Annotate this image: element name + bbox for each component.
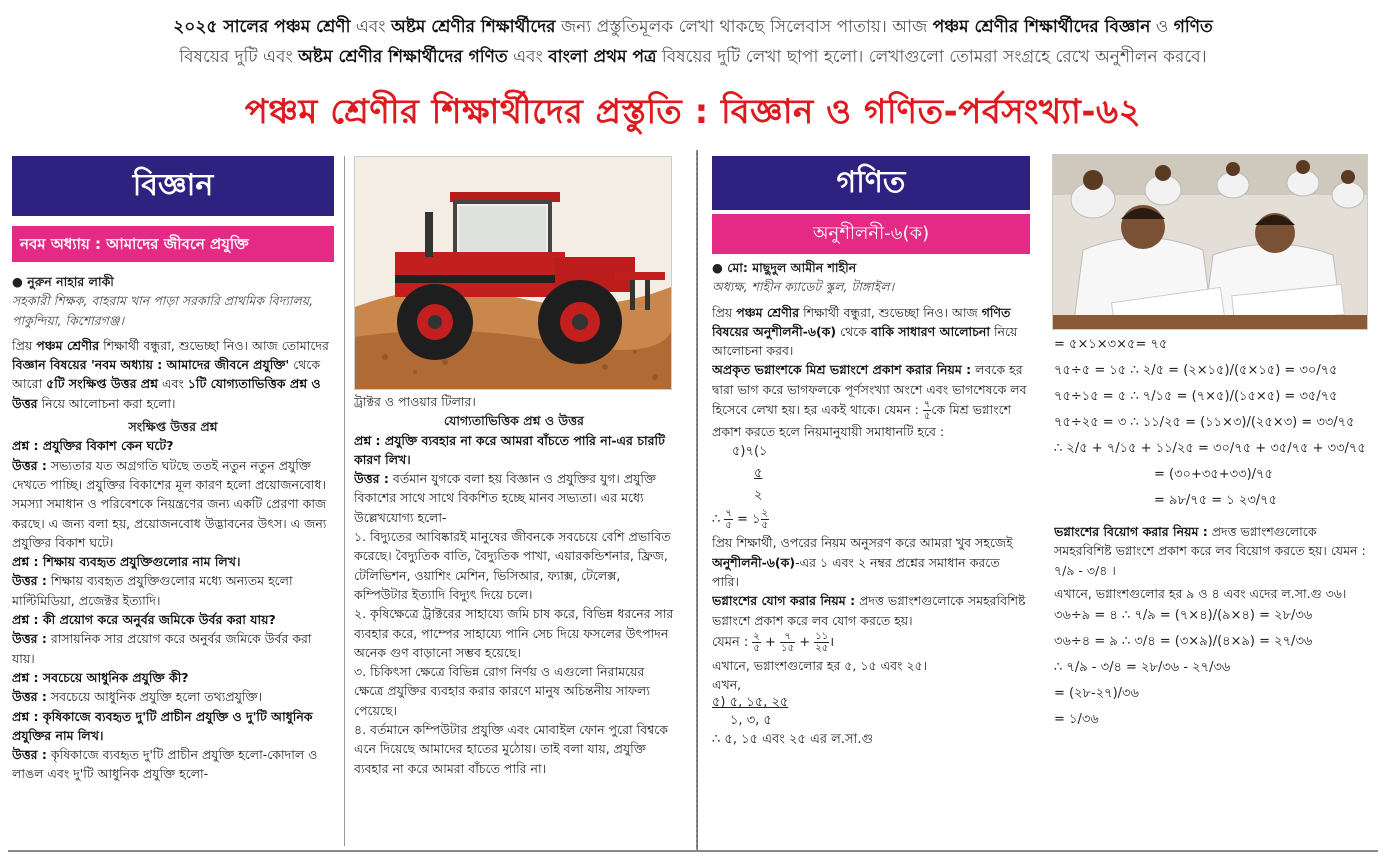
science-chapter-bar: নবম অধ্যায় : আমাদের জীবনে প্রযুক্তি: [12, 226, 334, 262]
math-line: ৭৫÷১৫ = ৫ ∴ ৭/১৫ = (৭×৫)/(১৫×৫) = ৩৫/৭৫: [1054, 389, 1338, 404]
page-headline: পঞ্চম শ্রেণীর শিক্ষার্থীদের প্রস্তুতি : বিজ্ঞান ও গণিত-পর্বসংখ্যা-৬২: [244, 92, 1142, 132]
math-line: = (২৮-২৭)/৩৬: [1054, 686, 1139, 702]
bottom-rule: [8, 850, 1378, 852]
quotient: (১: [753, 444, 768, 460]
intro-text: পঞ্চম শ্রেণী: [274, 17, 351, 37]
qa-3: [12, 668, 334, 707]
rule-title: ভগ্নাংশের বিয়োগ করার নিয়ম :: [1054, 524, 1208, 539]
text: প্রিয়: [12, 337, 37, 353]
fraction: [814, 631, 829, 654]
lcm-steps: [1054, 332, 1372, 514]
therefore: ∴: [712, 512, 725, 528]
answer: শিক্ষায় ব্যবহৃত প্রযুক্তিগুলোর মধ্যে অন্যতম হলো মাল্টিমিডিয়া, প্রজেক্টর ইত্যাদি।: [12, 573, 293, 608]
math-line: ৭৫÷২৫ = ৩ ∴ ১১/২৫ = (১১×৩)/(২৫×৩) = ৩৩/৭৫: [1054, 415, 1355, 430]
competency-title: যোগ্যতাভিত্তিক প্রশ্ন ও উত্তর: [444, 413, 584, 429]
remainder: ২: [754, 488, 763, 504]
answer-label: উত্তর :: [12, 689, 47, 705]
intro-text: পঞ্চম শ্রেণীর শিক্ষার্থীদের বিজ্ঞান: [932, 17, 1151, 37]
rule-text: লবকে হর দ্বারা ভাগ করে ভাগফলকে পূর্ণসংখ্যা অংশে এবং ভাগশেষকে লব হিসেবে লেখা হয়। হর একই থাকে। যেমন :: [712, 362, 1027, 418]
lcm-row-2: ১, ৩, ৫: [730, 713, 772, 729]
rule-title: ভগ্নাংশের যোগ করার নিয়ম :: [712, 593, 856, 609]
short-qa-title: সংক্ষিপ্ত উত্তর প্রশ্ন: [128, 419, 218, 435]
subtrahend: ৫: [754, 466, 763, 482]
text: এবং: [158, 376, 188, 392]
intro-text: এবং: [350, 17, 391, 37]
intro-text: এবং: [507, 47, 549, 67]
science-intro: [12, 336, 334, 413]
math-line: = ৫×১×৩×৫= ৭৫: [1054, 337, 1168, 352]
fraction: [724, 508, 733, 531]
numerator: ৭: [725, 508, 732, 520]
intro-text: ২০২৫ সালের: [173, 17, 275, 37]
intro-text: গণিত: [1173, 17, 1213, 37]
answer-label: উত্তর :: [12, 457, 47, 473]
competency-question: প্রশ্ন : প্রযুক্তি ব্যবহার না করে আমরা বাঁচতে পারি না-এর চারটি কারণ লিখ।: [354, 432, 665, 467]
question: প্রশ্ন : কৃষিকাজে ব্যবহৃত দু'টি প্রাচীন প্রযুক্তি ও দু'টি আধুনিক প্রযুক্তির নাম লিখ।: [12, 708, 313, 743]
math-line: ৭৫÷৫ = ১৫ ∴ ২/৫ = (২×১৫)/(৫×১৫) = ৩০/৭৫: [1054, 363, 1338, 378]
denominators-note: এখানে, ভগ্নাংশগুলোর হর ৫, ১৫ এবং ২৫।: [712, 657, 928, 673]
qa-0: [12, 436, 334, 552]
text: ৫টি সংক্ষিপ্ত উত্তর প্রশ্ন: [46, 376, 158, 392]
text: গণিত বিষয়ের অনুশীলনী-৬(ক): [712, 304, 1011, 339]
text: নিয়ে আলোচনা করা হলো।: [37, 395, 176, 411]
column-divider: [344, 156, 345, 846]
answer: সভ্যতার যত অগ্রগতি ঘটছে ততই নতুন নতুন প্রযুক্তি দেখতে পাচ্ছি। প্রযুক্তির বিকাশের মূল কারণ হলো প্রয়োজনবোধ। সমস্যা সমাধান ও পরিবেশকে নিয়ন্ত্রণের জন্য একটি প্রেরণা কাজ করছে। এ জন্য বলা হয়, প্রয়োজনবোধ উদ্ভাবনের উৎস। এ জন্য প্রযুক্তির বিকাশ ঘটে।: [12, 457, 327, 550]
lcm-row-1: [712, 694, 1030, 712]
intro-text: অষ্টম শ্রেণীর শিক্ষার্থীদের গণিত: [298, 47, 508, 67]
intro-text: ও: [1150, 17, 1174, 37]
plus: +: [760, 634, 781, 650]
math-designation: অধ্যক্ষ, শাহীন ক্যাডেট স্কুল, টাঙ্গাইল।: [712, 279, 895, 295]
answer-label: উত্তর :: [12, 747, 47, 763]
math-para-2: [712, 533, 1030, 591]
intro-line-2: [0, 42, 1386, 72]
text: অনুশীলনী-৬(ক): [712, 554, 796, 570]
text: বিজ্ঞান বিষয়ের 'নবম অধ্যায় : আমাদের জীবনে প্রযুক্তি': [12, 357, 290, 373]
text: পঞ্চম শ্রেণীর: [36, 337, 100, 353]
fraction: [761, 508, 770, 531]
intro-text: বিষয়ের দুটি লেখা ছাপা হলো। লেখাগুলো তোমরা সংগ্রহে রেখে অনুশীলন করবে।: [656, 47, 1207, 67]
text: বাকি সাধারণ আলোচনা: [871, 323, 990, 339]
denominator: ৫: [725, 520, 732, 532]
denominators-note-2: এখানে, ভগ্নাংশগুলোর হর ৯ ও ৪ এবং এদের ল.সা.গু ৩৬।: [1054, 585, 1347, 601]
point-1: ১. বিদ্যুতের আবিষ্কারই মানুষের জীবনকে সবচেয়ে বেশি প্রভাবিত করেছে। বৈদ্যুতিক বাতি, বৈদ্যুতিক পাখা, এয়ারকন্ডিশনার, ফ্রিজ, টেলিভিশন, ওয়াশিং মেশিন, ভিসিআর, ফ্যাক্স, টেলেক্স, কম্পিউটার ইত্যাদি বিদ্যুৎ দিয়ে চলে।: [354, 529, 671, 602]
rule-text: কে মিশ্র ভগ্নাংশে প্রকাশ করতে হলে নিয়মানুযায়ী সমাধানটি হবে :: [712, 402, 1011, 440]
mixed-result: [712, 507, 1030, 533]
qa-1: [12, 552, 334, 610]
intro-text: বিষয়ের দুটি এবং: [179, 47, 299, 67]
intro-text: জন্য প্রস্তুতিমূলক লেখা থাকছে সিলেবাস পাতায়। আজ: [555, 17, 933, 37]
answer-label: উত্তর :: [12, 573, 47, 589]
denominator: ১৫: [781, 642, 795, 654]
text: -এর ১ এবং ২ নম্বর প্রশ্নের সমাধান করতে পারি।: [712, 554, 1000, 589]
math-heading: গণিত: [712, 156, 1030, 210]
math-line: ৩৬÷৪ = ৯ ∴ ৩/৪ = (৩×৯)/(৪×৯) = ২৭/৩৬: [1054, 634, 1313, 650]
tractor-icon: [355, 157, 671, 389]
math-line: = ১/৩৬: [1054, 712, 1099, 728]
science-column: [12, 156, 334, 846]
answer: সবচেয়ে আধুনিক প্রযুক্তি হলো তথ্যপ্রযুক্তি।: [46, 689, 263, 705]
point-4: ৪. বর্তমানে কম্পিউটার প্রযুক্তি এবং মোবাইল ফোন পুরো বিশ্বকে এনে দিয়েছে আমাদের হাতের মুঠোয়। তাই বলা যায়, প্রযুক্তি ব্যবহার না করে আমরা বাঁচতে পারি না।: [354, 722, 668, 776]
math-column: [712, 156, 1030, 846]
competency-column: [354, 392, 674, 846]
rule-addition: [712, 591, 1030, 630]
math-intro: [712, 303, 1030, 361]
rule-title: অপ্রকৃত ভগ্নাংশকে মিশ্র ভগ্নাংশে প্রকাশ করার নিয়ম :: [712, 362, 972, 378]
image-caption: ট্রাক্টর ও পাওয়ার টিলার।: [354, 394, 476, 409]
addition-example: [712, 630, 1030, 656]
text: নিয়ে আলোচনা করব।: [712, 323, 1018, 359]
divisor: ৫): [732, 444, 746, 460]
numerator: ৭: [780, 631, 795, 643]
numerator: ২: [753, 630, 760, 642]
dividend: ৭: [745, 444, 754, 460]
fraction: [752, 631, 761, 654]
rule-text: প্রদত্ত ভগ্নাংশগুলোকে সমহরবিশিষ্ট ভগ্নাংশে প্রকাশ করে লব যোগ করতে হয়।: [712, 593, 1026, 628]
qa-4: [12, 707, 334, 784]
text: প্রিয়: [712, 304, 737, 320]
answer: রাসায়নিক সার প্রয়োগ করে অনুর্বর জমিকে উর্বর করা যায়।: [12, 631, 312, 666]
math-line: ∴ ৭/৯ - ৩/৪ = ২৮/৩৬ - ২৭/৩৬: [1054, 660, 1231, 676]
point-2: ২. কৃষিক্ষেত্রে ট্রাক্টরের সাহায্যে জমি চাষ করে, বিভিন্ন ধরনের সার ব্যবহার করে, পাম্পের সাহায্যে পানি সেচ দিয়ে ফসলের উৎপাদন অনেক গুণ বাড়ানো সম্ভব হয়েছে।: [354, 606, 674, 660]
math-author: ● মো: মাছুদুল আমীন শাহীন: [712, 260, 857, 275]
intro-line-1: [0, 12, 1386, 42]
plus: +: [795, 634, 815, 650]
section-divider: [696, 150, 698, 850]
lcm-result: ∴ ৫, ১৫ এবং ২৫ এর ল.সা.গু: [712, 732, 873, 748]
denominator: ৫: [761, 520, 769, 532]
science-designation: সহকারী শিক্ষক, বাহরাম খান পাড়া সরকারি প্রাথমিক বিদ্যালয়, পাকুন্দিয়া, কিশোরগঞ্জ।: [12, 293, 314, 328]
question: প্রশ্ন : প্রযুক্তির বিকাশ কেন ঘটে?: [12, 438, 174, 454]
intro-block: [0, 12, 1386, 72]
numerator: ৭: [923, 399, 931, 411]
science-heading: বিজ্ঞান: [12, 156, 334, 216]
math-line: ৩৬÷৯ = ৪ ∴ ৭/৯ = (৭×৪)/(৯×৪) = ২৮/৩৬: [1054, 608, 1313, 624]
text: প্রিয় শিক্ষার্থী, ওপরের নিয়ম অনুসরণ করে আমরা খুব সহজেই: [712, 535, 1013, 551]
rule-subtraction: [1054, 522, 1372, 580]
dari: ।: [829, 634, 835, 650]
point-3: ৩. চিকিৎসা ক্ষেত্রে বিভিন্ন রোগ নির্ণয় ও এগুলো নিরাময়ের ক্ষেত্রে প্রযুক্তির ব্যবহার করার কারণে মানুষ অচিন্তনীয় সাফল্য পেয়েছে।: [354, 664, 650, 718]
text: শিক্ষার্থী বন্ধুরা, শুভেচ্ছা নিও। আজ: [799, 304, 982, 320]
text: থেকে: [836, 323, 872, 339]
text: ১টি যোগ্যতাভিত্তিক প্রশ্ন ও উত্তর: [12, 376, 321, 411]
rule-improper-fraction: [712, 360, 1030, 441]
text: থেকে আরো: [12, 357, 321, 392]
answer-label: উত্তর :: [12, 631, 47, 647]
answer: কৃষিকাজে ব্যবহৃত দু'টি প্রাচীন প্রযুক্তি হলো-কোদাল ও লাঙল এবং দু'টি আধুনিক প্রযুক্তি হলো-: [12, 747, 318, 782]
math-subheading: অনুশীলনী-৬(ক): [712, 214, 1030, 254]
students-photo: [1052, 154, 1368, 330]
equals: = ১: [732, 512, 761, 528]
tractor-illustration: [354, 156, 672, 390]
fraction: [780, 631, 795, 654]
long-division: [712, 441, 1030, 507]
denominator: ৫: [923, 411, 931, 423]
answer-label: উত্তর :: [354, 471, 389, 487]
numerator: ২: [761, 508, 769, 520]
question: প্রশ্ন : শিক্ষায় ব্যবহৃত প্রযুক্তিগুলোর নাম লিখ।: [12, 554, 241, 570]
numerator: ১১: [815, 630, 829, 642]
example-label: যেমন :: [712, 634, 753, 650]
students-icon: [1053, 155, 1367, 329]
science-author: ● নুরুন নাহার লাকী: [12, 274, 114, 289]
question: প্রশ্ন : সবচেয়ে আধুনিক প্রযুক্তি কী?: [12, 669, 189, 685]
question: প্রশ্ন : কী প্রয়োগ করে অনুর্বর জমিকে উর্বর করা যায়?: [12, 612, 276, 628]
math-column-2: [1054, 332, 1372, 846]
math-line: = (৩০+৩৫+৩৩)/৭৫: [1154, 467, 1273, 482]
math-line: = ৯৮/৭৫ = ১ ২৩/৭৫: [1154, 493, 1278, 508]
denominator: ৫: [753, 642, 760, 654]
intro-text: বাংলা প্রথম পত্র: [548, 47, 657, 67]
text: পঞ্চম শ্রেণীর: [736, 304, 800, 320]
subtraction-steps: [1054, 603, 1372, 733]
lcm-row: ৫) ৫, ১৫, ২৫: [712, 695, 789, 711]
math-line: ∴ ২/৫ + ৭/১৫ + ১১/২৫ = ৩০/৭৫ + ৩৫/৭৫ + ৩৩/৭৫: [1054, 441, 1366, 456]
denominator: ২৫: [815, 642, 829, 654]
qa-2: [12, 610, 334, 668]
competency-answer: বর্তমান যুগকে বলা হয় বিজ্ঞান ও প্রযুক্তির যুগ। প্রযুক্তি বিকাশের সাথে সাথে বিকশিত হচ্ছে মানব সভ্যতা। এর মধ্যে উল্লেখযোগ্য হলো-: [354, 471, 657, 525]
rule-text: প্রদত্ত ভগ্নাংশগুলোকে সমহরবিশিষ্ট ভগ্নাংশে প্রকাশ করে লব বিয়োগ করতে হয়। যেমন : ৭/৯ - ৩/৪ ।: [1054, 524, 1366, 578]
intro-text: অষ্টম শ্রেণীর শিক্ষার্থীদের: [390, 17, 556, 37]
text: শিক্ষার্থী বন্ধুরা, শুভেচ্ছা নিও। আজ তোমাদের: [99, 337, 329, 353]
now-label: এখন,: [712, 677, 742, 693]
